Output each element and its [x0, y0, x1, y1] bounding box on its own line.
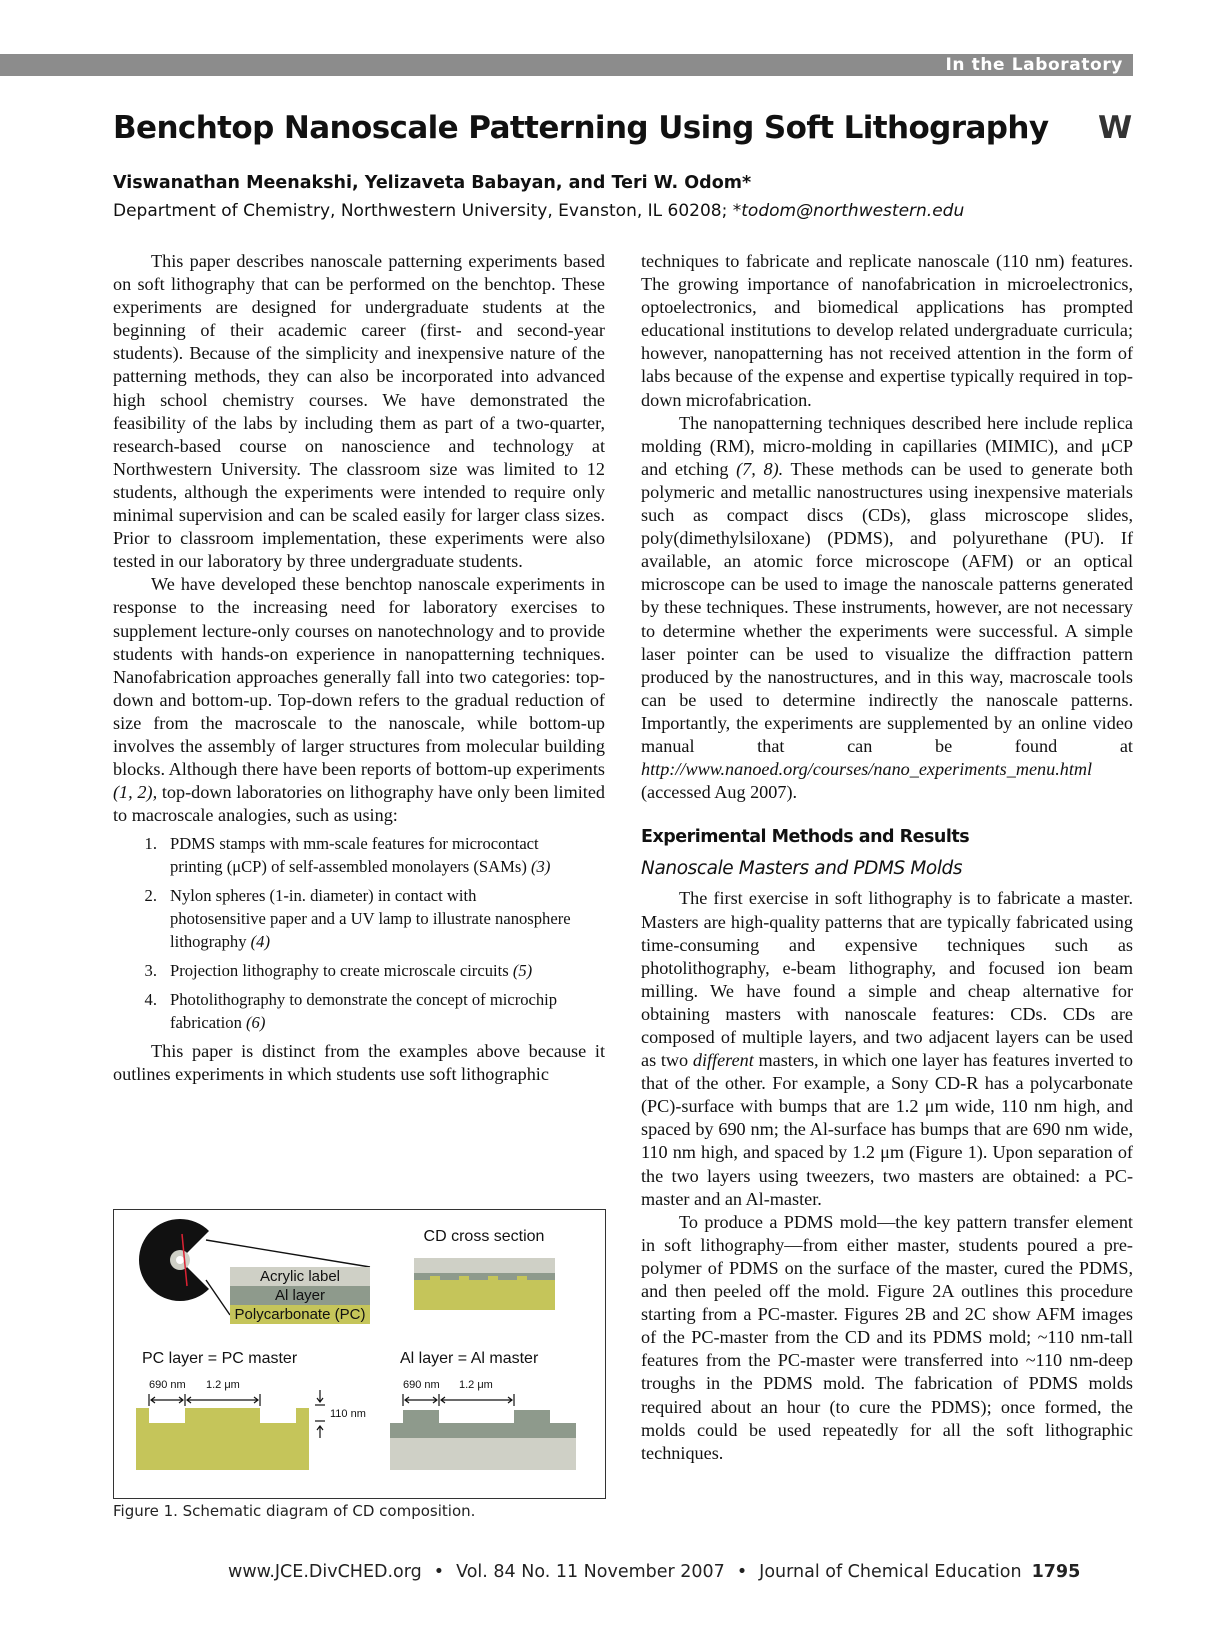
section-label: In the Laboratory — [945, 55, 1123, 75]
dimension-label: 690 nm — [149, 1379, 186, 1391]
affiliation-text: Department of Chemistry, Northwestern University, Evanston, IL 60208; — [113, 201, 733, 221]
citation: (3) — [531, 857, 551, 877]
al-master-profile — [390, 1410, 576, 1438]
list-number: 4. — [144, 990, 157, 1010]
paragraph — [113, 573, 605, 827]
list-item — [113, 832, 605, 878]
url-link[interactable]: http://www.nanoed.org/courses/nano_experiments_menu.html — [641, 759, 1093, 780]
list-text — [170, 884, 575, 953]
cross-section-pc — [414, 1276, 555, 1310]
dimension-label: 1.2 μm — [459, 1379, 493, 1391]
authors: Viswanathan Meenakshi, Yelizaveta Babayan, and Teri W. Odom* — [113, 173, 752, 193]
list-item-body: PDMS stamps with mm-scale features for microcontact printing (μCP) of self-assembled monolayers (SAMs) — [170, 834, 539, 877]
al-master-acrylic — [390, 1438, 576, 1470]
callout-line — [206, 1280, 230, 1315]
citation: (4) — [250, 932, 271, 952]
list-item-body: Projection lithography to create microscale circuits — [170, 961, 513, 981]
dimension-label: 1.2 μm — [206, 1379, 240, 1391]
section-heading: Experimental Methods and Results — [641, 827, 970, 848]
paragraph — [641, 887, 1133, 1210]
paragraph-text: top-down laboratories on lithography have only been limited to macroscale analogies, such as using: — [113, 782, 605, 826]
paragraph — [641, 412, 1133, 805]
pc-label: Polycarbonate (PC) — [234, 1306, 366, 1323]
page-footer — [228, 1562, 1080, 1582]
list-item — [113, 988, 605, 1034]
list-item-body: Nylon spheres (1-in. diameter) in contact with photosensitive paper and a UV lamp to illustrate nanosphere lithography — [170, 886, 571, 952]
paragraph: techniques to fabricate and replicate nanoscale (110 nm) features. The growing importance of nanofabrication in microelectronics, optoelectronics, and biomedical applications has prompted educational institutions to develop related undergraduate curricula; however, nanopatterning has not received attention in the form of labs because of the expense and expertise typically required in top-down microfabrication. — [641, 251, 1133, 410]
affiliation — [113, 201, 964, 221]
list-item — [113, 884, 605, 953]
right-column — [641, 250, 1133, 1465]
footer-site: www.JCE.DivCHED.org — [228, 1562, 422, 1582]
footer-volume: Vol. 84 No. 11 November 2007 — [456, 1562, 725, 1582]
paragraph-text: The nanopatterning techniques described here include replica molding (RM), micro-molding in capillaries (MIMIC), and μCP and etching — [641, 412, 1133, 479]
list-number: 2. — [144, 886, 157, 906]
web-material-icon: W — [1098, 110, 1133, 146]
list-text — [170, 832, 575, 878]
citation: (6) — [246, 1013, 266, 1033]
acrylic-label: Acrylic label — [259, 1268, 341, 1285]
list-text — [170, 959, 575, 982]
dimension-label: 690 nm — [403, 1379, 440, 1391]
cd-disc-icon — [139, 1219, 209, 1301]
paragraph: This paper is distinct from the examples above because it outlines experiments in which students use soft lithographic — [113, 1041, 605, 1085]
page-number: 1795 — [1031, 1562, 1081, 1582]
cd-cross-section-title: CD cross section — [423, 1228, 545, 1245]
paragraph-text: masters, in which one layer has features inverted to that of the other. For example, a Sony CD-R has a polycarbonate (PC)-surface with bumps that are 1.2 μm wide, 110 nm high, and spaced by 690 nm; the Al-surface has bumps that are 690 nm wide, 110 nm high, and spaced by 1.2 μm (Figure 1). Upon separation of the two layers using tweezers, two masters are obtained: a PC-master and an Al-master. — [641, 1050, 1133, 1209]
al-master-title: Al layer = Al master — [400, 1350, 539, 1367]
cross-section-acrylic — [414, 1258, 555, 1273]
figure-caption: Figure 1. Schematic diagram of CD composition. — [113, 1502, 476, 1520]
paragraph-text: The first exercise in soft lithography is to fabricate a master. Masters are high-quality patterns that are typically fabricated using time-consuming and expensive techniques such as photolithography, e-beam lithography, and focused ion beam milling. We have found a simple and cheap alternative for obtaining masters with nanoscale features: CDs. CDs are composed of multiple layers, and two adjacent layers can be used as two — [641, 888, 1133, 1071]
paragraph-text: We have developed these benchtop nanoscale experiments in response to the increasing need for laboratory exercises to supplement lecture-only courses on nanotechnology and to provide students with hands-on experience in nanopatterning techniques. Nanofabrication approaches generally fall into two categories: top-down and bottom-up. Top-down refers to the gradual reduction of size from the macroscale to the nanoscale, while bottom-up involves the assembly of larger structures from molecular building blocks. Although there have been reports of bottom-up experiments — [113, 574, 605, 780]
footer-journal: Journal of Chemical Education — [759, 1562, 1022, 1582]
list-number: 3. — [144, 961, 157, 981]
citation: (1, 2), — [113, 782, 158, 803]
list-item-body: Photolithography to demonstrate the concept of microchip fabrication — [170, 990, 558, 1033]
article-title: Benchtop Nanoscale Patterning Using Soft Lithography — [113, 110, 1049, 146]
footer-separator: • — [433, 1562, 445, 1582]
paragraph: This paper describes nanoscale patterning experiments based on soft lithography that can be performed on the benchtop. These experiments are designed for undergraduate students at the beginning of their academic career (first- and second-year students). Because of the simplicity and inexpensive nature of the patterning methods, they can also be incorporated into advanced high school chemistry courses. We have demonstrated the feasibility of the labs by including them as part of a two-quarter, research-based course on nanoscience and technology at Northwestern University. The classroom size was limited to 12 students, although the experiments were intended to require only minimal supervision and can be scaled easily for larger class sizes. Prior to classroom implementation, these experiments were also tested in our laboratory by three undergraduate students. — [113, 251, 605, 572]
dimension-label: 110 nm — [330, 1408, 366, 1420]
list-number: 1. — [144, 834, 157, 854]
list-item — [113, 959, 605, 982]
dimension-arrows — [403, 1394, 514, 1406]
paragraph-text: These methods can be used to generate both polymeric and metallic nanostructures using inexpensive materials such as compact discs (CDs), glass microscope slides, poly(dimethylsiloxane) (PDMS), and polyurethane (PU). If available, an atomic force microscope (AFM) or an optical microscope can be used to image the nanoscale patterns generated by these techniques. These instruments, however, are not necessary to determine whether the experiments were successful. A simple laser pointer can be used to visualize the diffraction pattern produced by the nanostructures, and in this way, macroscale tools can be used to determine indirectly the nanoscale patterns. Importantly, the experiments are supplemented by an online video manual that can be found at — [641, 458, 1134, 756]
cd-schematic — [114, 1210, 605, 1498]
citation: (5) — [512, 961, 533, 981]
emphasis: different — [692, 1050, 754, 1071]
left-column — [113, 250, 605, 1087]
footer-separator: • — [736, 1562, 748, 1582]
al-layer-label: Al layer — [274, 1287, 326, 1304]
paragraph: To produce a PDMS mold—the key pattern transfer element in soft lithography—from either master, students poured a pre-polymer of PDMS on the surface of the master, cured the PDMS, and then peeled off the mold. Figure 2A outlines this procedure starting from a PC-master. Figures 2B and 2C show AFM images of the PC-master from the CD and its PDMS mold; ~110 nm-tall features from the PC-master were transferred into ~110 nm-deep troughs in the PDMS mold. The fabrication of PDMS molds required about an hour (to cure the PDMS); once formed, the molds could be used repeatedly for all the soft lithographic techniques. — [641, 1211, 1133, 1463]
figure-1 — [113, 1209, 606, 1499]
subsection-heading: Nanoscale Masters and PDMS Molds — [641, 858, 963, 880]
citation: (7, 8). — [736, 458, 784, 479]
list-text — [170, 988, 575, 1034]
email-link[interactable]: *todom@northwestern.edu — [732, 201, 965, 221]
section-header-bar — [0, 54, 1133, 76]
numbered-list — [113, 832, 605, 1034]
callout-line — [206, 1240, 370, 1267]
pc-master-profile — [136, 1408, 309, 1470]
pc-master-title: PC layer = PC master — [142, 1350, 298, 1367]
paragraph-text: (accessed Aug 2007). — [641, 782, 798, 803]
